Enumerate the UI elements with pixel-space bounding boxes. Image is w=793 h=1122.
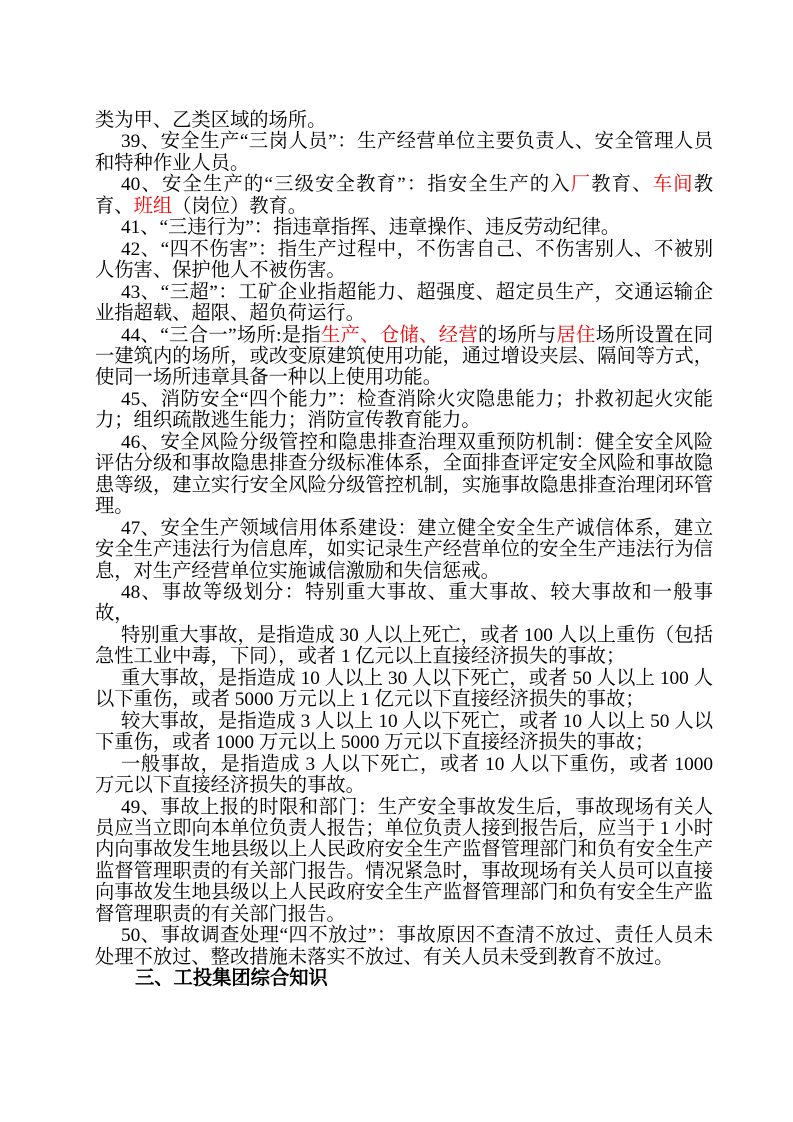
paragraph (95, 625, 713, 668)
highlighted-text-run: 厂 (570, 174, 592, 196)
paragraph (95, 174, 713, 217)
text-run: 43、“三超”：工矿企业指超能力、超强度、超定员生产，交通运输企业指超载、超限、超负荷运行。 (95, 281, 713, 325)
text-run: 三、工投集团综合知识 (135, 968, 328, 990)
paragraph (95, 239, 713, 282)
text-run: 45、消防安全“四个能力”：检查消除火灾隐患能力；扑救初起火灾能力；组织疏散逃生能力；消防宣传教育能力。 (95, 388, 713, 432)
paragraph (95, 518, 713, 582)
text-run: 44、“三合一”场所:是指 (121, 324, 322, 346)
text-run: 47、安全生产领域信用体系建设：建立健全安全生产诚信体系，建立安全生产违法行为信息库，如实记录生产经营单位的安全生产违法行为信息，对生产经营单位实施诚信激励和失信惩戒。 (95, 517, 713, 582)
text-run: 46、安全风险分级管控和隐患排查治理双重预防机制：健全安全风险评估分级和事故隐患排查分级标准体系，全面排查评定安全风险和事故隐患等级，建立实行安全风险分级管控机制，实施事故隐患排查治理闭环管理。 (95, 431, 713, 518)
text-run: 一般事故，是指造成 3 人以下死亡，或者 10 人以下重伤，或者 1000 万元以下直接经济损失的事故。 (95, 753, 713, 797)
text-run: 41、“三违行为”：指违章指挥、违章操作、违反劳动纪律。 (121, 217, 621, 239)
section-heading (95, 968, 713, 989)
paragraph (95, 711, 713, 754)
text-run: 49、事故上报的时限和部门：生产安全事故发生后，事故现场有关人员应当立即向本单位负责人报告；单位负责人接到报告后，应当于 1 小时内向事故发生地县级以上人民政府安全生产监督管理部门和负有安全生产监督管理职责的有关部门报告。情况紧急时，事故现场有关人员可以直接向事故发生地县级以上人民政府安全生产监督管理部门和负有安全生产监督管理职责的有关部门报告。 (95, 796, 713, 925)
highlighted-text-run: 班组 (133, 195, 173, 217)
text-run: 类为甲、乙类区域的场所。 (95, 110, 327, 131)
text-run: 42、“四不伤害”：指生产过程中，不伤害自己、不伤害别人、不被别人伤害、保护他人不被伤害。 (95, 238, 713, 282)
paragraph (95, 797, 713, 926)
paragraph (95, 668, 713, 711)
paragraph (95, 282, 713, 325)
paragraph (95, 325, 713, 389)
text-run: 重大事故，是指造成 10 人以上 30 人以下死亡，或者 50 人以上 100 人以下重伤，或者 5000 万元以上 1 亿元以下直接经济损失的事故； (95, 667, 713, 711)
text-run: 较大事故，是指造成 3 人以上 10 人以下死亡，或者 10 人以上 50 人以下重伤，或者 1000 万元以上 5000 万元以下直接经济损失的事故； (95, 710, 713, 754)
text-run: 50、事故调查处理“四不放过”：事故原因不查清不放过、责任人员未处理不放过、整改措施未落实不放过、有关人员未受到教育不放过。 (95, 925, 713, 968)
text-run: 的场所与 (477, 324, 557, 346)
text-run: 教育、 (591, 174, 653, 196)
paragraph (95, 389, 713, 432)
highlighted-text-run: 车间 (652, 174, 694, 196)
paragraph (95, 217, 713, 238)
highlighted-text-run: 居住 (556, 324, 596, 346)
text-run: 40、安全生产的“三级安全教育”：指安全生产的入 (121, 174, 571, 196)
paragraph (95, 110, 713, 131)
paragraph (95, 131, 713, 174)
paragraph (95, 432, 713, 518)
text-run: 教育、 (95, 174, 714, 217)
text-run: 39、安全生产“三岗人员”：生产经营单位主要负责人、安全管理人员和特种作业人员。 (95, 131, 713, 174)
text-run: （岗位）教育。 (172, 195, 308, 217)
text-run: 场所设置在同一建筑内的场所，或改变原建筑使用功能，通过增设夹层、隔间等方式，使同一场所违章具备一种以上使用功能。 (95, 324, 714, 389)
document-body (95, 110, 713, 990)
text-run: 特别重大事故，是指造成 30 人以上死亡，或者 100 人以上重伤（包括急性工业中毒，下同），或者 1 亿元以上直接经济损失的事故； (95, 624, 713, 668)
text-run: 48、事故等级划分：特别重大事故、重大事故、较大事故和一般事故， (95, 581, 713, 625)
paragraph (95, 582, 713, 625)
paragraph (95, 925, 713, 968)
paragraph (95, 754, 713, 797)
highlighted-text-run: 生产、仓储、经营 (321, 324, 478, 346)
